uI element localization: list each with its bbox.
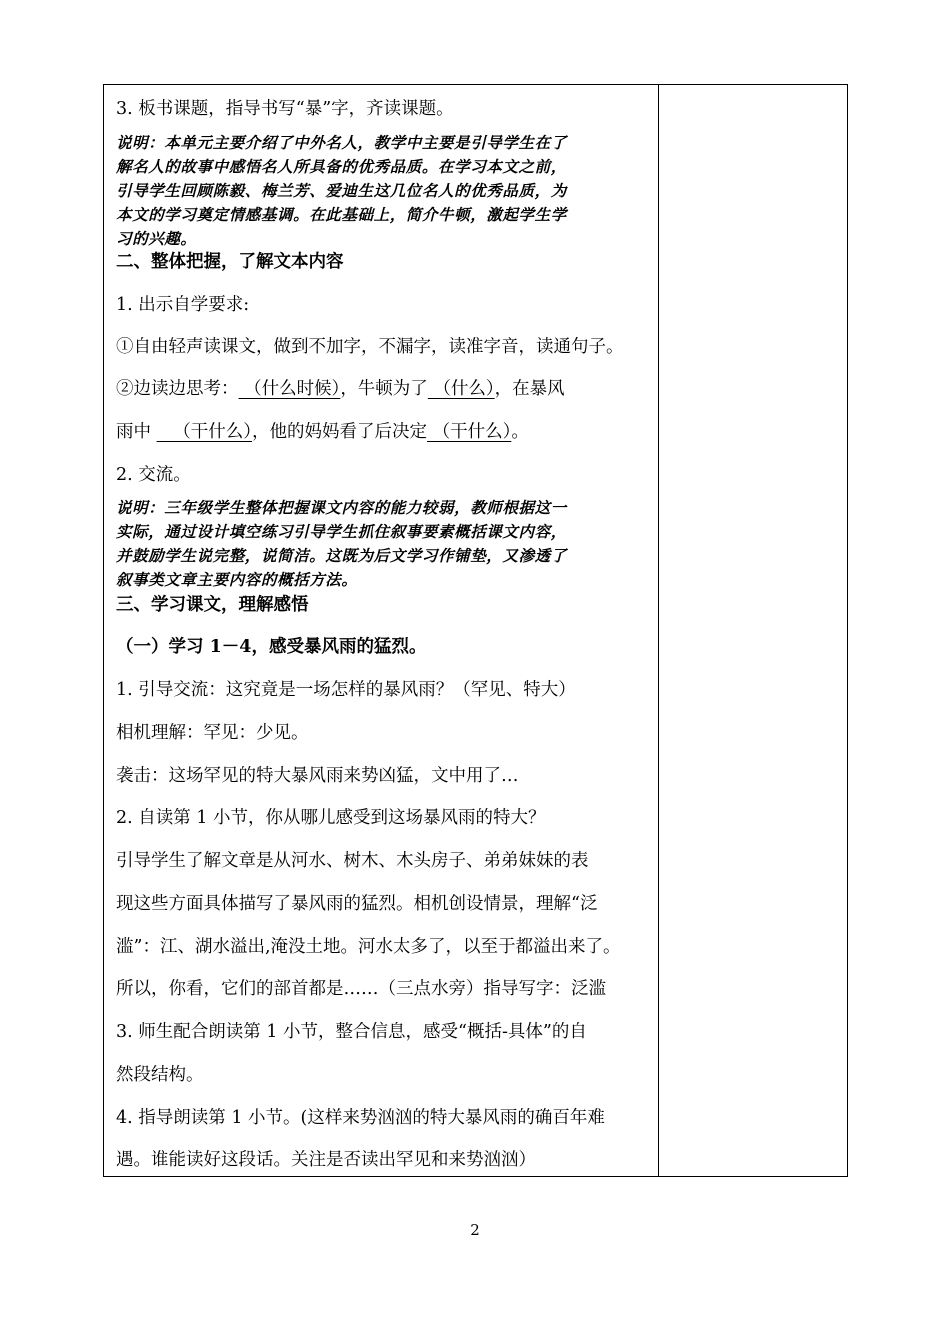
note-2-line-3: 并鼓励学生说完整，说简洁。这既为后文学习作铺垫，又渗透了 [116, 546, 567, 565]
requirement-2 [116, 378, 565, 400]
req3-text-e: 。 [511, 422, 529, 442]
section-3-heading: 三、学习课文，理解感悟 [116, 595, 309, 615]
note-1-line-2: 解名人的故事中感悟名人所具备的优秀品质。在学习本文之前， [116, 157, 567, 176]
req2-text-a: ②边读边思考： [116, 379, 239, 399]
note-2-line-1: 说明：三年级学生整体把握课文内容的能力较弱，教师根据这一 [116, 498, 567, 517]
paragraph-guide-line-2: 现这些方面具体描写了暴风雨的猛烈。相机创设情景，理解“泛 [116, 894, 598, 914]
note-2-line-2: 实际，通过设计填空练习引导学生抓住叙事要素概括课文内容， [116, 522, 567, 541]
req2-text-c: ，牛顿为了 [340, 379, 428, 399]
section-2-heading: 二、整体把握，了解文本内容 [116, 252, 344, 272]
blank-what: （什么） [427, 379, 495, 399]
paragraph-self-read: 2. 自读第 1 小节，你从哪儿感受到这场暴风雨的特大？ [116, 808, 546, 828]
paragraph-read-together-line-1: 3. 师生配合朗读第 1 小节，整合信息，感受“概括-具体”的自 [116, 1022, 587, 1042]
note-2-line-4: 叙事类文章主要内容的概括方法。 [116, 570, 358, 589]
paragraph-guide-line-1: 引导学生了解文章是从河水、树木、木头房子、弟弟妹妹的表 [116, 851, 589, 871]
page-number: 2 [470, 1221, 480, 1239]
subsection-1-heading: （一）学习 1－4，感受暴风雨的猛烈。 [116, 637, 427, 657]
note-1-line-4: 本文的学习奠定情感基调。在此基础上，简介牛顿，激起学生学 [116, 205, 567, 224]
requirement-1: ①自由轻声读课文，做到不加字，不漏字，读准字音，读通句子。 [116, 337, 624, 357]
note-1-line-3: 引导学生回顾陈毅、梅兰芳、爱迪生这几位名人的优秀品质，为 [116, 181, 567, 200]
step-3-board-title: 3. 板书课题，指导书写“暴”字，齐读课题。 [116, 99, 454, 119]
note-1-line-1: 说明：本单元主要介绍了中外名人，教学中主要是引导学生在了 [116, 133, 567, 152]
paragraph-guide-line-3: 滥”：江、湖水溢出,淹没土地。河水太多了，以至于都溢出来了。 [116, 937, 621, 957]
paragraph-guided-reading-line-2: 遇。谁能读好这段话。关注是否读出罕见和来势汹汹） [116, 1150, 536, 1170]
self-study-title: 1. 出示自学要求: [116, 295, 250, 315]
blank-doing: （干什么） [156, 422, 253, 442]
note-1-line-5: 习的兴趣。 [116, 229, 197, 248]
paragraph-guide-line-4: 所以，你看，它们的部首都是……（三点水旁）指导写字：泛滥 [116, 979, 606, 999]
paragraph-guided-reading-line-1: 4. 指导朗读第 1 小节。(这样来势汹汹的特大暴风雨的确百年难 [116, 1108, 605, 1128]
paragraph-attack: 袭击：这场罕见的特大暴风雨来势凶猛，文中用了… [116, 766, 519, 786]
paragraph-guide-exchange: 1. 引导交流：这究竟是一场怎样的暴风雨？（罕见、特大） [116, 680, 576, 700]
req3-text-c: ，他的妈妈看了后决定 [252, 422, 428, 442]
lesson-table [103, 84, 848, 1177]
paragraph-understanding: 相机理解：罕见：少见。 [116, 723, 309, 743]
exchange-step: 2. 交流。 [116, 465, 191, 485]
blank-decision: （干什么） [427, 422, 512, 442]
requirement-2-continued [116, 421, 529, 443]
paragraph-read-together-line-2: 然段结构。 [116, 1065, 204, 1085]
blank-when: （什么时候） [238, 379, 341, 399]
req3-text-a: 雨中 [116, 422, 157, 442]
column-divider [658, 85, 659, 1176]
req2-text-e: ，在暴风 [494, 379, 565, 399]
